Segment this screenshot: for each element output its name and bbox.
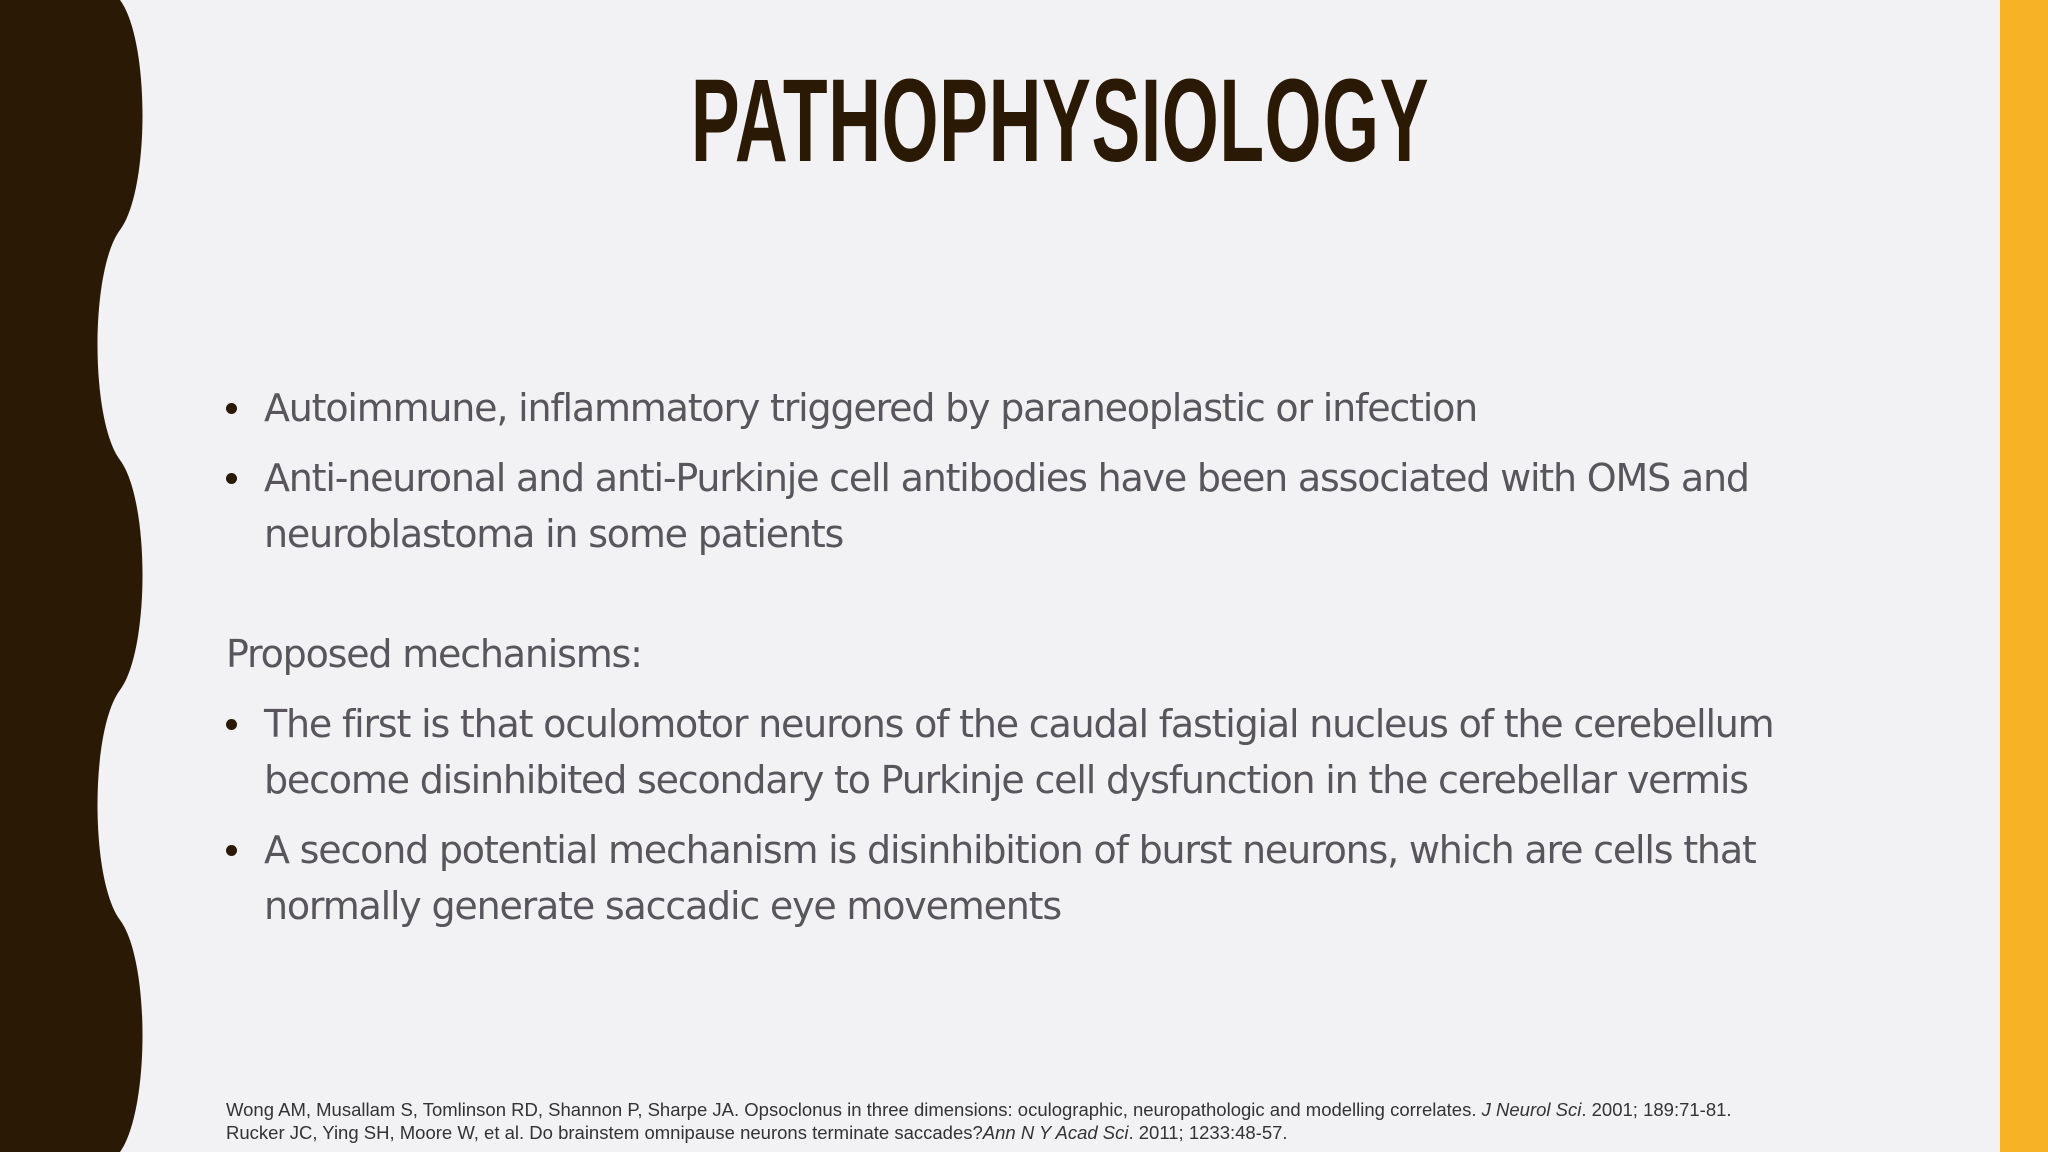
reference-details: . 2011; 1233:48-57. <box>1128 1122 1288 1143</box>
slide-title: PATHOPHYSIOLOGY <box>690 55 1430 187</box>
reference-text: Rucker JC, Ying SH, Moore W, et al. Do brainstem omnipause neurons terminate saccades? <box>226 1122 983 1143</box>
bullet-item <box>226 822 1866 934</box>
right-accent-bar <box>2000 0 2048 1152</box>
reference-journal: J Neurol Sci <box>1481 1099 1582 1120</box>
reference-item <box>226 1121 1986 1144</box>
left-wave-decoration <box>0 0 160 1152</box>
reference-journal: Ann N Y Acad Sci <box>982 1122 1129 1143</box>
reference-details: . 2001; 189:71-81. <box>1581 1099 1732 1120</box>
bullet-dot-icon <box>226 473 237 484</box>
bullet-text: Autoimmune, inflammatory triggered by paraneoplastic or infection <box>264 386 1478 430</box>
bullet-text-line: become disinhibited secondary to Purkinje cell dysfunction in the cerebellar vermis <box>264 758 1748 802</box>
slide-body <box>226 380 1866 934</box>
bullet-text-line: A second potential mechanism is disinhibition of burst neurons, which are cells that <box>264 828 1756 872</box>
references <box>226 1098 1986 1144</box>
bullet-text-line: The first is that oculomotor neurons of the caudal fastigial nucleus of the cerebellum <box>264 702 1774 746</box>
bullet-dot-icon <box>226 403 237 414</box>
bullet-dot-icon <box>226 719 237 730</box>
subheading: Proposed mechanisms: <box>226 632 642 676</box>
reference-text: Wong AM, Musallam S, Tomlinson RD, Shannon P, Sharpe JA. Opsoclonus in three dimensions: oculographic, neuropathologic and modelling correlates. <box>226 1099 1482 1120</box>
bullet-text-line: neuroblastoma in some patients <box>264 512 844 556</box>
bullet-item <box>226 380 1866 436</box>
bullet-text-line: Anti-neuronal and anti-Purkinje cell antibodies have been associated with OMS and <box>264 456 1749 500</box>
bullet-item <box>226 450 1866 562</box>
reference-item <box>226 1098 1986 1121</box>
bullet-item <box>226 696 1866 808</box>
bullet-dot-icon <box>226 845 237 856</box>
bullet-text-line: normally generate saccadic eye movements <box>264 884 1061 928</box>
